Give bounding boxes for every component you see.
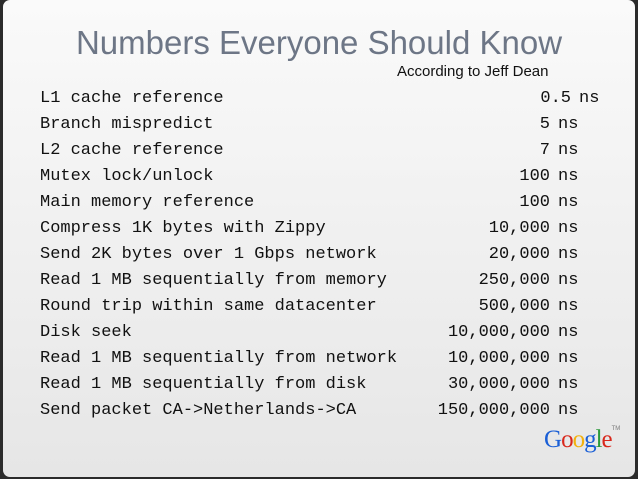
slide-title: Numbers Everyone Should Know [75, 24, 563, 61]
logo-letter: g [584, 426, 596, 453]
list-item [40, 346, 620, 372]
item-unit: ns [558, 349, 579, 368]
list-item [40, 86, 620, 112]
item-value: 100 [519, 193, 550, 212]
latency-list [40, 86, 620, 424]
item-label: Read 1 MB sequentially from memory [40, 271, 387, 290]
item-unit: ns [558, 193, 579, 212]
list-item [40, 112, 620, 138]
slide [3, 0, 635, 477]
item-unit: ns [558, 271, 579, 290]
item-value: 0.5 [540, 89, 571, 108]
item-value: 150,000,000 [437, 401, 550, 420]
item-label: L2 cache reference [40, 141, 224, 160]
item-unit: ns [558, 219, 579, 238]
item-unit: ns [558, 401, 579, 420]
logo-letter: l [595, 426, 602, 453]
logo-letter: e [601, 426, 612, 453]
item-label: Branch mispredict [40, 115, 214, 134]
slide-subtitle: According to Jeff Dean [397, 63, 549, 80]
item-value: 10,000 [488, 219, 550, 238]
item-value: 500,000 [478, 297, 550, 316]
logo-letter: o [561, 426, 573, 453]
list-item [40, 242, 620, 268]
item-unit: ns [558, 245, 579, 264]
list-item [40, 372, 620, 398]
trademark-mark: TM [611, 426, 621, 432]
list-item [40, 294, 620, 320]
list-item [40, 190, 620, 216]
item-unit: ns [558, 323, 579, 342]
item-label: Mutex lock/unlock [40, 167, 214, 186]
item-value: 250,000 [478, 271, 550, 290]
list-item [40, 320, 620, 346]
list-item [40, 164, 620, 190]
list-item [40, 138, 620, 164]
item-unit: ns [579, 89, 600, 108]
item-unit: ns [558, 115, 579, 134]
item-label: Compress 1K bytes with Zippy [40, 219, 326, 238]
logo-letter: o [572, 426, 585, 453]
list-item [40, 216, 620, 242]
list-item [40, 398, 620, 424]
item-value: 20,000 [488, 245, 550, 264]
item-value: 10,000,000 [447, 349, 550, 368]
item-label: Round trip within same datacenter [40, 297, 377, 316]
item-label: Send packet CA->Netherlands->CA [40, 401, 357, 420]
item-label: Disk seek [40, 323, 132, 342]
item-unit: ns [558, 167, 579, 186]
item-label: L1 cache reference [40, 89, 224, 108]
item-value: 30,000,000 [447, 375, 550, 394]
item-label: Send 2K bytes over 1 Gbps network [40, 245, 377, 264]
item-label: Read 1 MB sequentially from disk [40, 375, 367, 394]
item-unit: ns [558, 375, 579, 394]
item-unit: ns [558, 141, 579, 160]
item-value: 10,000,000 [447, 323, 550, 342]
item-value: 5 [539, 115, 550, 134]
item-label: Read 1 MB sequentially from network [40, 349, 398, 368]
list-item [40, 268, 620, 294]
item-label: Main memory reference [40, 193, 255, 212]
item-unit: ns [558, 297, 579, 316]
google-logo [544, 426, 620, 454]
logo-letter: G [544, 426, 562, 453]
item-value: 7 [539, 141, 550, 160]
item-value: 100 [519, 167, 550, 186]
